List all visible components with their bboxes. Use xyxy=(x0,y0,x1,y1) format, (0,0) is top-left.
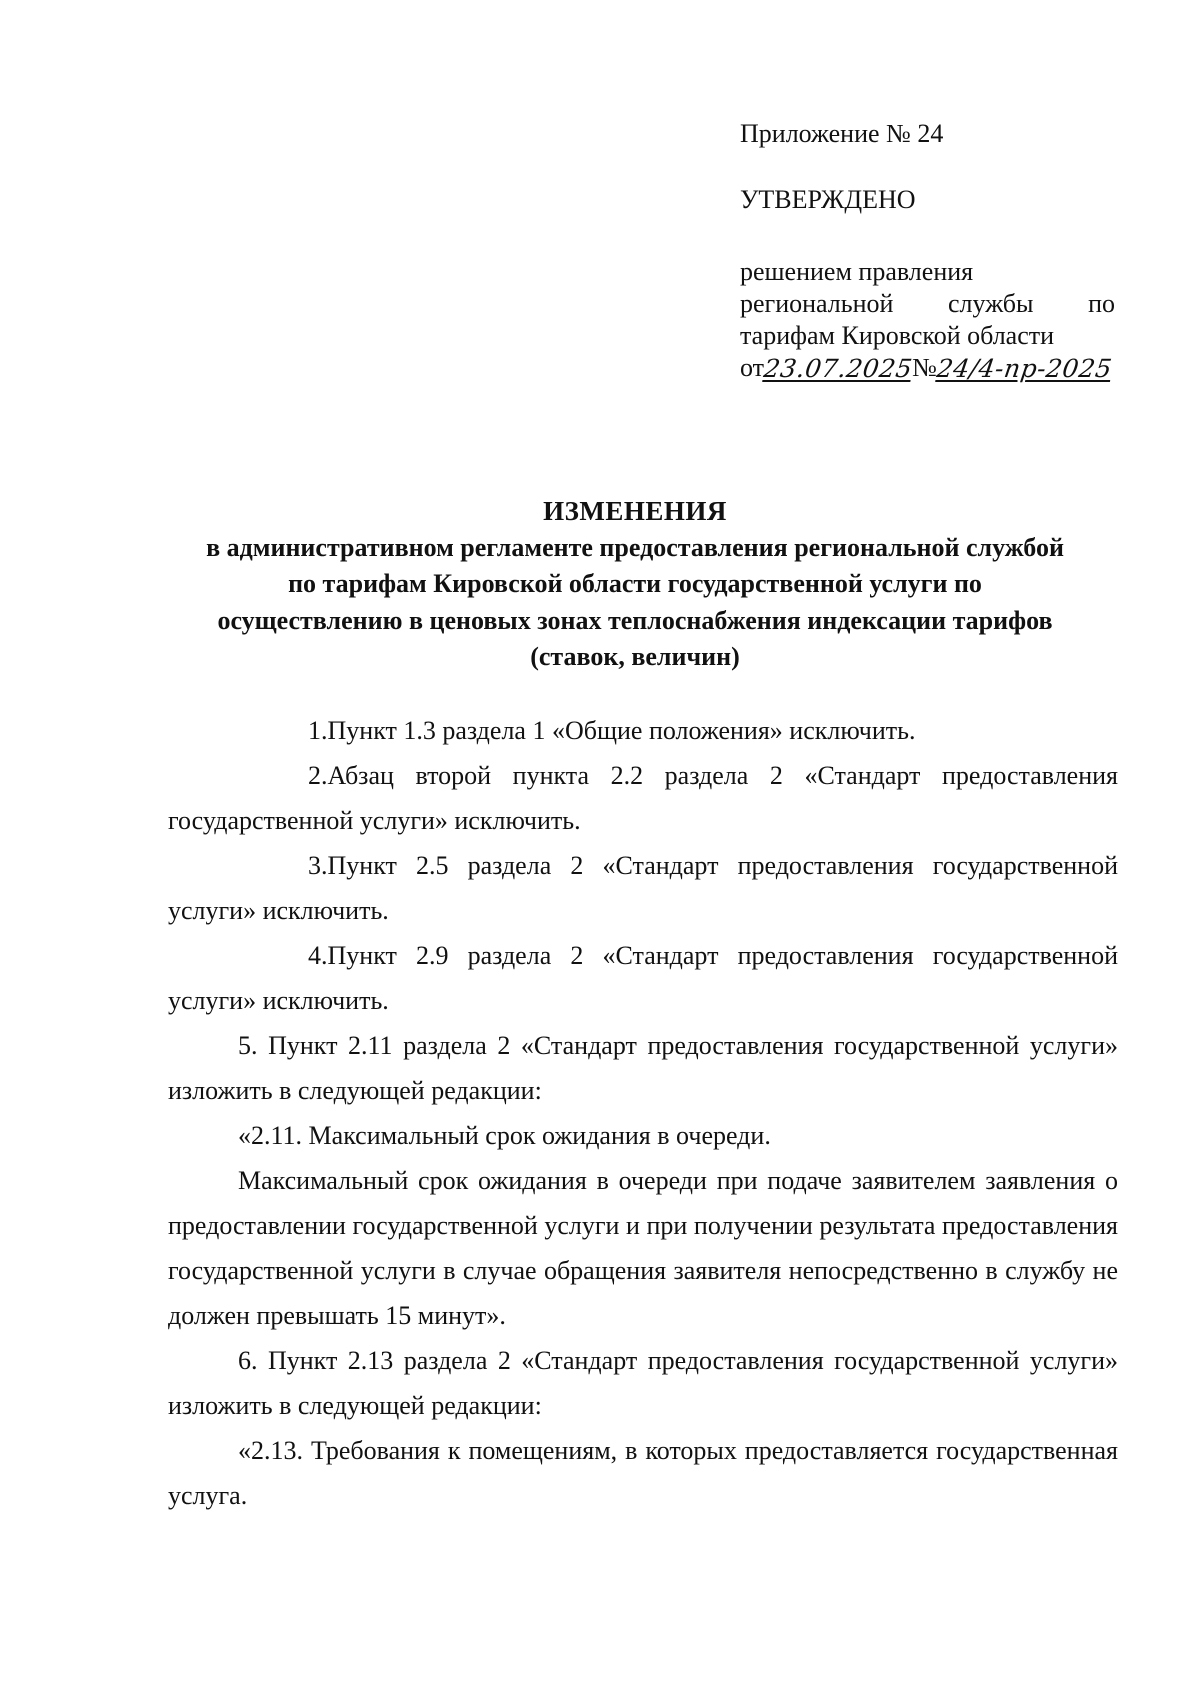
approval-line-1: решением правления xyxy=(740,257,974,286)
title-line: осуществлению в ценовых зонах теплоснабжения индексации тарифов xyxy=(217,605,1053,635)
approval-word: службы xyxy=(948,289,1034,318)
annex-number: Приложение № 24 xyxy=(740,119,944,148)
approval-word: по xyxy=(1088,289,1115,318)
approved-stamp-text: УТВЕРЖДЕНО xyxy=(740,185,916,214)
title-heading: ИЗМЕНЕНИЯ xyxy=(543,496,727,526)
list-item: 6. Пункт 2.13 раздела 2 «Стандарт предоставления государственной услуги» изложить в следующей редакции: xyxy=(168,1346,1118,1420)
item-text: Пункт 2.9 раздела 2 «Стандарт предоставления государственной услуги» исключить. xyxy=(168,941,1118,1015)
item-number: 1. xyxy=(308,716,328,745)
list-item: 5. Пункт 2.11 раздела 2 «Стандарт предоставления государственной услуги» изложить в следующей редакции: xyxy=(168,1031,1118,1105)
title-line: по тарифам Кировской области государственной услуги по xyxy=(288,569,982,598)
item-number: 4. xyxy=(308,941,328,970)
item-text: Абзац второй пункта 2.2 раздела 2 «Стандарт предоставления государственной услуги» исключить. xyxy=(168,761,1118,835)
document-title xyxy=(150,493,1120,676)
approval-date-number xyxy=(740,352,1115,384)
list-item xyxy=(168,933,1118,1023)
quoted-heading: «2.13. Требования к помещениям, в которых предоставляется государственная услуга. xyxy=(168,1436,1118,1510)
approval-word: региональной xyxy=(740,289,894,318)
item-text: Пункт 1.3 раздела 1 «Общие положения» исключить. xyxy=(327,716,916,745)
document-body xyxy=(168,708,1118,1518)
approval-line-3: тарифам Кировской области xyxy=(740,321,1055,350)
approval-line-2 xyxy=(740,288,1115,320)
title-line: (ставок, величин) xyxy=(530,642,740,671)
item-text: Пункт 2.5 раздела 2 «Стандарт предоставления государственной услуги» исключить. xyxy=(168,851,1118,925)
handwritten-number: 24/4-пр-2025 xyxy=(935,354,1114,383)
number-label: № xyxy=(912,353,937,382)
quoted-heading: «2.11. Максимальный срок ожидания в очереди. xyxy=(238,1121,771,1150)
quoted-paragraph: Максимальный срок ожидания в очереди при подаче заявителем заявления о предоставлении государственной услуги и при получении результата предоставления государственной услуги в случае обращения заявителя непосредственно в службу не должен превышать 15 минут». xyxy=(168,1166,1118,1330)
list-item xyxy=(168,753,1118,843)
item-number: 3. xyxy=(308,851,328,880)
list-item xyxy=(168,708,1118,753)
handwritten-date: 23.07.2025 xyxy=(762,354,915,383)
approval-block xyxy=(740,118,1115,384)
item-number: 2. xyxy=(308,761,328,790)
list-item xyxy=(168,843,1118,933)
title-line: в административном регламенте предоставления региональной службой xyxy=(206,532,1064,562)
from-label: от xyxy=(740,353,765,382)
